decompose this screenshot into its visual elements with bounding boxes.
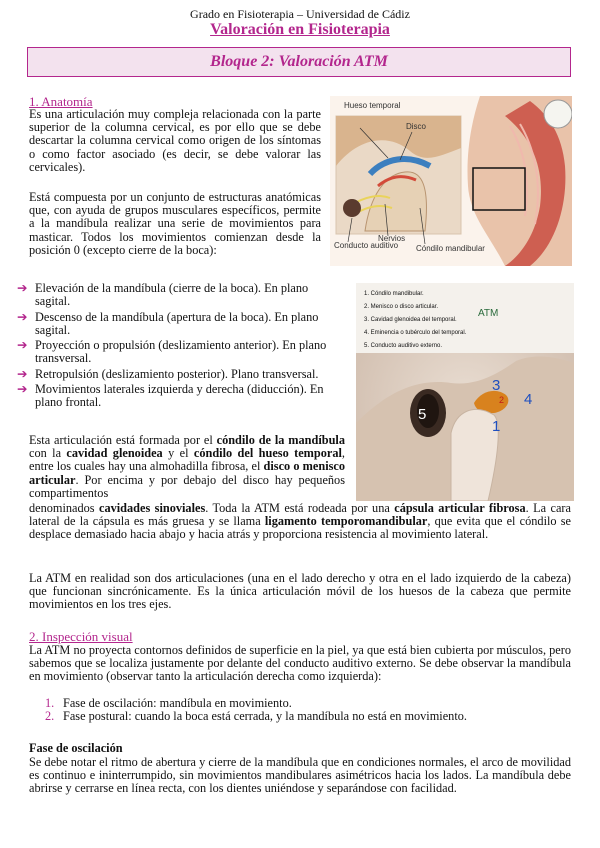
label-nerves: Nervios xyxy=(378,234,406,243)
phases-list xyxy=(45,697,467,724)
marker-3: 3 xyxy=(492,377,501,394)
block-title-box: Bloque 2: Valoración ATM xyxy=(27,47,571,77)
list-item: ➔ Proyección o propulsión (deslizamiento anterior). En plano transversal. xyxy=(17,338,327,366)
capsule-paragraph: denominados cavidades sinoviales. Toda la ATM está rodeada por una cápsula articular fibrosa. La cara lateral de la cápsula es más gruesa y se llama ligamento temporomandibular, que evita que el cóndilo se desplace demasiado hacia abajo y hacia atrás y proporciona resistencia al movimiento lateral. xyxy=(29,501,571,542)
photo-title: ATM xyxy=(478,308,499,319)
arrow-icon: ➔ xyxy=(17,366,28,381)
arrow-icon: ➔ xyxy=(17,309,28,324)
anatomy-composition: Está compuesta por un conjunto de estructuras anatómicas que, con ayuda de grupos musculares específicos, permite a la mandíbula realizar una serie de movimientos para masticar. Todos los movimientos comienzan desde la posición 0 (excepto cierre de la boca): xyxy=(29,190,321,257)
oscillation-heading: Fase de oscilación xyxy=(29,741,123,755)
marker-1: 1 xyxy=(492,418,501,435)
list-item: ➔ Elevación de la mandíbula (cierre de la boca). En plano sagital. xyxy=(17,281,309,309)
two-joints-paragraph: La ATM en realidad son dos articulaciones (una en el lado derecho y otra en el lado izquierdo de la cabeza) que funcionan sincrónicamente. Es la única articulación móvil de los huesos de la cabeza que permite movimientos en los tres ejes. xyxy=(29,571,571,612)
photo-legend-1: 1. Cóndilo mandibular. xyxy=(364,291,424,297)
list-item: 2. Fase postural: cuando la boca está cerrada, y la mandíbula no está en movimiento. xyxy=(45,709,467,724)
marker-5: 5 xyxy=(418,406,427,423)
marker-4: 4 xyxy=(524,391,533,408)
oscillation-text: Se debe notar el ritmo de abertura y cierre de la mandíbula que en condiciones normales, el arco de movilidad es continuo e ininterrumpido, sin movimientos mandibulares asimétricos hacia los lados. La mandíbula debe abrirse y cerrarse en línea recta, con los dientes uniéndose y separándose con facilidad. xyxy=(29,755,571,796)
anatomy-intro: Es una articulación muy compleja relacionada con la parte superior de la columna cervical, es por ello que se debe descartar la columna cervical como origen de los síntomas o como factor asociado (es decir, se debe valorar las cervicales). xyxy=(29,107,321,174)
list-item: 1. Fase de oscilación: mandíbula en movimiento. xyxy=(45,696,292,710)
course-header: Grado en Fisioterapia – Universidad de Cádiz xyxy=(190,7,410,21)
arrow-icon: ➔ xyxy=(17,338,28,353)
label-auditory: Conducto auditivo xyxy=(334,241,399,250)
svg-text:Hueso temporal xyxy=(344,101,401,110)
marker-2: 2 xyxy=(499,395,505,405)
arrow-icon: ➔ xyxy=(17,382,28,397)
label-temporal: Hueso temporal xyxy=(344,101,401,110)
document-title: Valoración en Fisioterapia xyxy=(210,21,390,38)
arrow-icon: ➔ xyxy=(17,281,28,295)
photo-legend-4: 4. Eminencia o tubérculo del temporal. xyxy=(364,330,467,336)
photo-legend-2: 2. Menisco o disco articular. xyxy=(364,304,439,310)
tmj-anatomy-illustration xyxy=(330,96,572,266)
movements-list xyxy=(17,282,344,412)
label-condyle: Cóndilo mandibular xyxy=(416,244,485,253)
list-item: ➔ Retropulsión (deslizamiento posterior). Plano transversal. xyxy=(17,366,319,381)
section-anatomy-heading: 1. Anatomía xyxy=(29,94,93,109)
list-item: ➔ Movimientos laterales izquierda y derecha (diducción). En plano frontal. xyxy=(17,382,324,410)
label-disc: Disco xyxy=(406,122,427,131)
photo-legend-5: 5. Conducto auditivo externo. xyxy=(364,343,443,349)
photo-legend-3: 3. Cavidad glenoidea del temporal. xyxy=(364,317,457,323)
atm-skull-photo xyxy=(356,283,574,501)
list-item: ➔ Descenso de la mandíbula (apertura de la boca). En plano sagital. xyxy=(17,309,319,337)
articulation-paragraph: Esta articulación está formada por el cóndilo de la mandíbula con la cavidad glenoidea y el cóndilo del hueso temporal, entre los cuales hay una almohadilla fibrosa, el disco o menisco articular. Por encima y por debajo del disco hay pequeños compartimentos xyxy=(29,433,345,500)
inspection-intro: La ATM no proyecta contornos definidos de superficie en la piel, ya que está bien cubierta por músculos, pero sabemos que se localiza justamente por delante del conducto auditivo externo. Se debe observar la mandíbula en movimiento (observar tanto la articulación derecha como izquierda): xyxy=(29,643,571,684)
section-inspection-heading: 2. Inspección visual xyxy=(29,629,133,644)
